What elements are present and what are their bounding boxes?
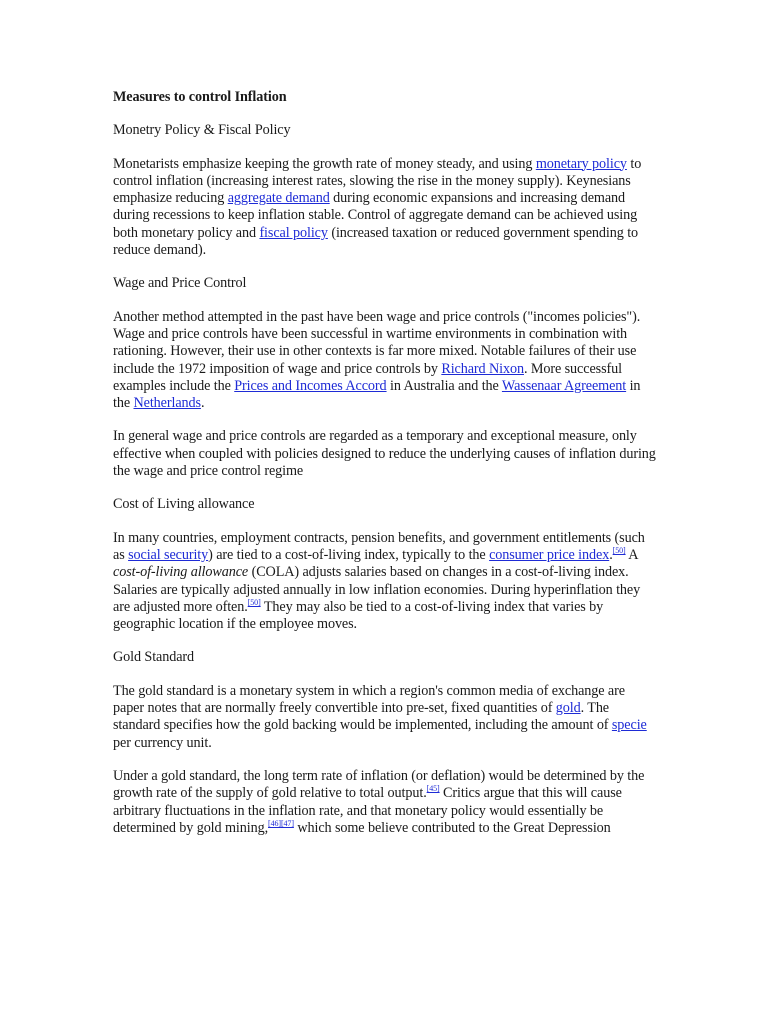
text-span: . The standard specifies how the gold backing would be implemented, including the amount of xyxy=(113,700,612,734)
text-span: which some believe contributed to the Great Depression xyxy=(293,819,611,836)
text-span: in the xyxy=(113,377,641,412)
paragraph-cola xyxy=(113,530,658,634)
footnote-link-50[interactable]: [50] xyxy=(612,545,626,555)
document-title: Measures to control Inflation xyxy=(113,89,287,105)
paragraph-gold-standard-definition xyxy=(113,683,658,752)
link-gold[interactable]: gold xyxy=(555,700,581,717)
text-span: A xyxy=(625,546,638,563)
link-consumer-price-index[interactable]: consumer price index xyxy=(489,546,610,563)
text-span: . xyxy=(609,546,613,563)
section-heading-wage-price: Wage and Price Control xyxy=(113,275,247,292)
italic-term: cost-of-living allowance xyxy=(113,564,249,581)
link-social-security[interactable]: social security xyxy=(128,546,209,563)
link-fiscal-policy[interactable]: fiscal policy xyxy=(259,224,328,241)
section-heading-monetary-fiscal: Monetry Policy & Fiscal Policy xyxy=(113,122,291,139)
text-span: Monetarists emphasize keeping the growth rate of money steady, and using xyxy=(113,155,536,172)
section-heading-cost-of-living: Cost of Living allowance xyxy=(113,496,255,513)
text-span: Another method attempted in the past have been wage and price controls ("incomes policies"). Wage and price controls have been successful in wartime environments in combination with rationing. However, their use in other contexts is far more mixed. Notable failures of their use include the 1972 imposition of wage and price controls by xyxy=(113,308,641,377)
text-span: They may also be tied to a cost-of-living index that varies by geographic location if the employee moves. xyxy=(113,598,604,633)
footnote-ref xyxy=(248,598,261,607)
document-body xyxy=(113,89,658,853)
text-span: Critics argue that this will cause arbitrary fluctuations in the inflation rate, and that monetary policy would essentially be determined by gold mining, xyxy=(113,785,622,836)
text-span: in Australia and the xyxy=(386,377,502,394)
paragraph-gold-standard-inflation xyxy=(113,768,658,837)
text-span: (COLA) adjusts salaries based on changes in a cost-of-living index. Salaries are typically adjusted annually in low inflation economies. During hyperinflation they are adjusted more often. xyxy=(113,564,641,615)
link-specie[interactable]: specie xyxy=(611,717,647,734)
text-span: . xyxy=(200,395,205,412)
link-wassenaar-agreement[interactable]: Wassenaar Agreement xyxy=(501,377,627,394)
text-span: The gold standard is a monetary system in which a region's common media of exchange are paper notes that are normally freely convertible into pre-set, fixed quantities of xyxy=(113,682,625,717)
text-span: Under a gold standard, the long term rate of inflation (or deflation) would be determined by the growth rate of the supply of gold relative to total output. xyxy=(113,767,645,802)
text-span: (increased taxation or reduced government spending to reduce demand). xyxy=(113,224,639,259)
footnote-link-46[interactable]: [46] xyxy=(268,818,281,828)
link-prices-incomes-accord[interactable]: Prices and Incomes Accord xyxy=(234,377,387,394)
link-richard-nixon[interactable]: Richard Nixon xyxy=(441,360,524,377)
paragraph-temporary-measure: In general wage and price controls are regarded as a temporary and exceptional measure, only effective when coupled with policies designed to reduce the underlying causes of inflation during the wage and price control regime xyxy=(113,428,656,480)
footnote-ref xyxy=(613,546,626,555)
link-aggregate-demand[interactable]: aggregate demand xyxy=(227,190,330,207)
paragraph-monetary-policy xyxy=(113,156,658,260)
paragraph-wage-price-controls xyxy=(113,309,658,413)
footnote-link-50[interactable]: [50] xyxy=(247,597,261,607)
text-span: . More successful examples include the xyxy=(113,360,622,394)
footnote-link-45[interactable]: [45] xyxy=(426,784,440,794)
text-span: to control inflation (increasing interest rates, slowing the rise in the money supply). Keynesians emphasize reducing xyxy=(113,155,642,207)
footnote-ref xyxy=(427,784,440,793)
link-netherlands[interactable]: Netherlands xyxy=(133,395,201,412)
text-span: In many countries, employment contracts, pension benefits, and government entitlements (such as xyxy=(113,529,645,563)
footnote-ref xyxy=(268,819,294,828)
section-heading-gold-standard: Gold Standard xyxy=(113,649,195,666)
link-monetary-policy[interactable]: monetary policy xyxy=(535,155,627,172)
text-span: per currency unit. xyxy=(113,734,212,751)
footnote-link-47[interactable]: [47] xyxy=(280,818,294,828)
text-span: during economic expansions and increasing demand during recessions to keep inflation stable. Control of aggregate demand can be achieved using both monetary policy and xyxy=(113,190,638,241)
text-span: ) are tied to a cost-of-living index, typically to the xyxy=(208,546,490,563)
